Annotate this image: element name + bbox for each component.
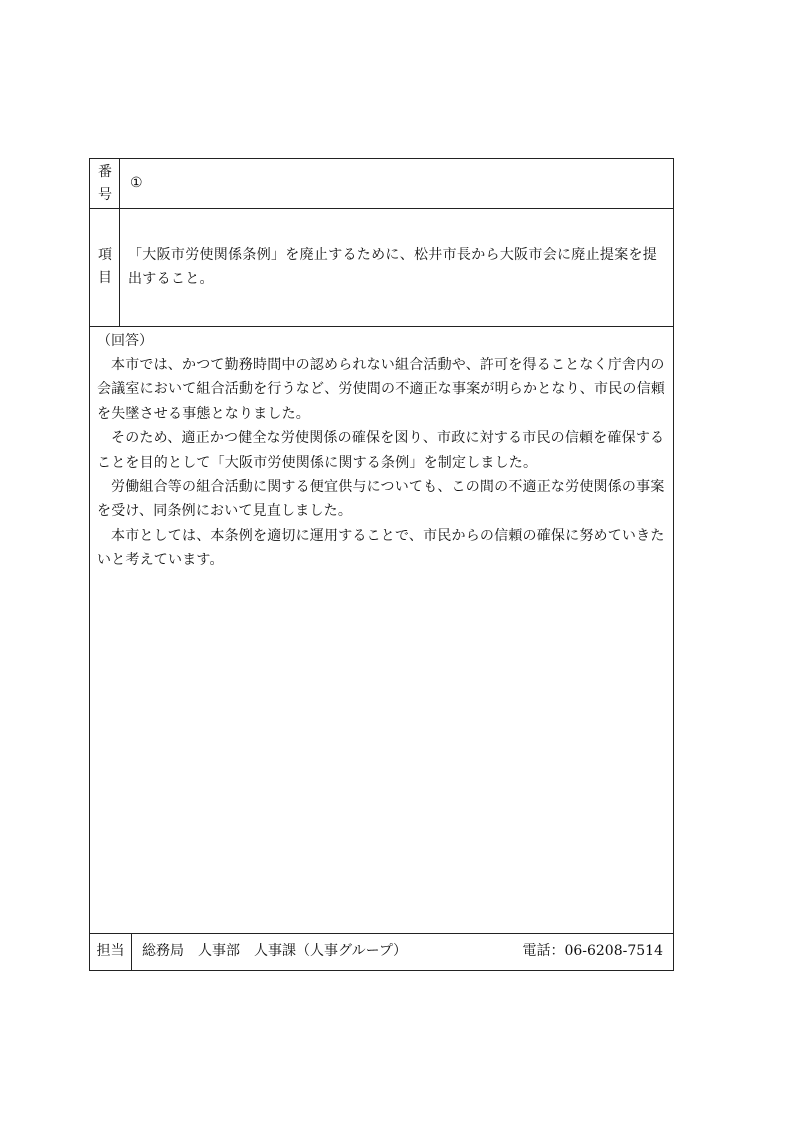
item-row <box>90 209 673 327</box>
answer-heading: （回答） <box>97 333 153 349</box>
answer-body <box>97 353 665 573</box>
number-content-cell <box>120 159 673 208</box>
contact-department: 総務局 人事部 人事課（人事グループ） <box>142 943 408 959</box>
number-value: ① <box>130 175 143 191</box>
response-table <box>89 158 674 971</box>
number-label-char: 番 <box>98 164 112 180</box>
item-label <box>90 244 120 290</box>
contact-label: 担当 <box>90 934 132 970</box>
number-label-cell <box>90 159 120 208</box>
answer-row <box>90 327 673 934</box>
number-label-char: 号 <box>98 187 112 203</box>
item-label-char: 項 <box>98 247 112 263</box>
item-label-char: 目 <box>98 270 112 286</box>
item-content-cell <box>120 209 673 326</box>
answer-paragraph: そのため、適正かつ健全な労使関係の確保を図り、市政に対する市民の信頼を確保することを目的として「大阪市労使関係に関する条例」を制定しました。 <box>97 430 665 471</box>
contact-row <box>90 934 673 970</box>
item-label-cell <box>90 209 120 326</box>
answer-paragraph: 労働組合等の組合活動に関する便宜供与についても、この間の不適正な労使関係の事案を受け、同条例において見直しました。 <box>97 479 665 520</box>
number-label <box>90 161 120 207</box>
answer-paragraph: 本市では、かつて勤務時間中の認められない組合活動や、許可を得ることなく庁舎内の会議室において組合活動を行うなど、労使間の不適正な事案が明らかとなり、市民の信頼を失墜させる事態となりました。 <box>97 357 665 422</box>
item-text: 「大阪市労使関係条例」を廃止するために、松井市長から大阪市会に廃止提案を提出すること。 <box>128 247 658 287</box>
contact-phone: 電話：06-6208-7514 <box>522 943 663 959</box>
answer-paragraph: 本市としては、本条例を適切に運用することで、市民からの信頼の確保に努めていきたいと考えています。 <box>97 527 665 569</box>
number-row <box>90 159 673 209</box>
